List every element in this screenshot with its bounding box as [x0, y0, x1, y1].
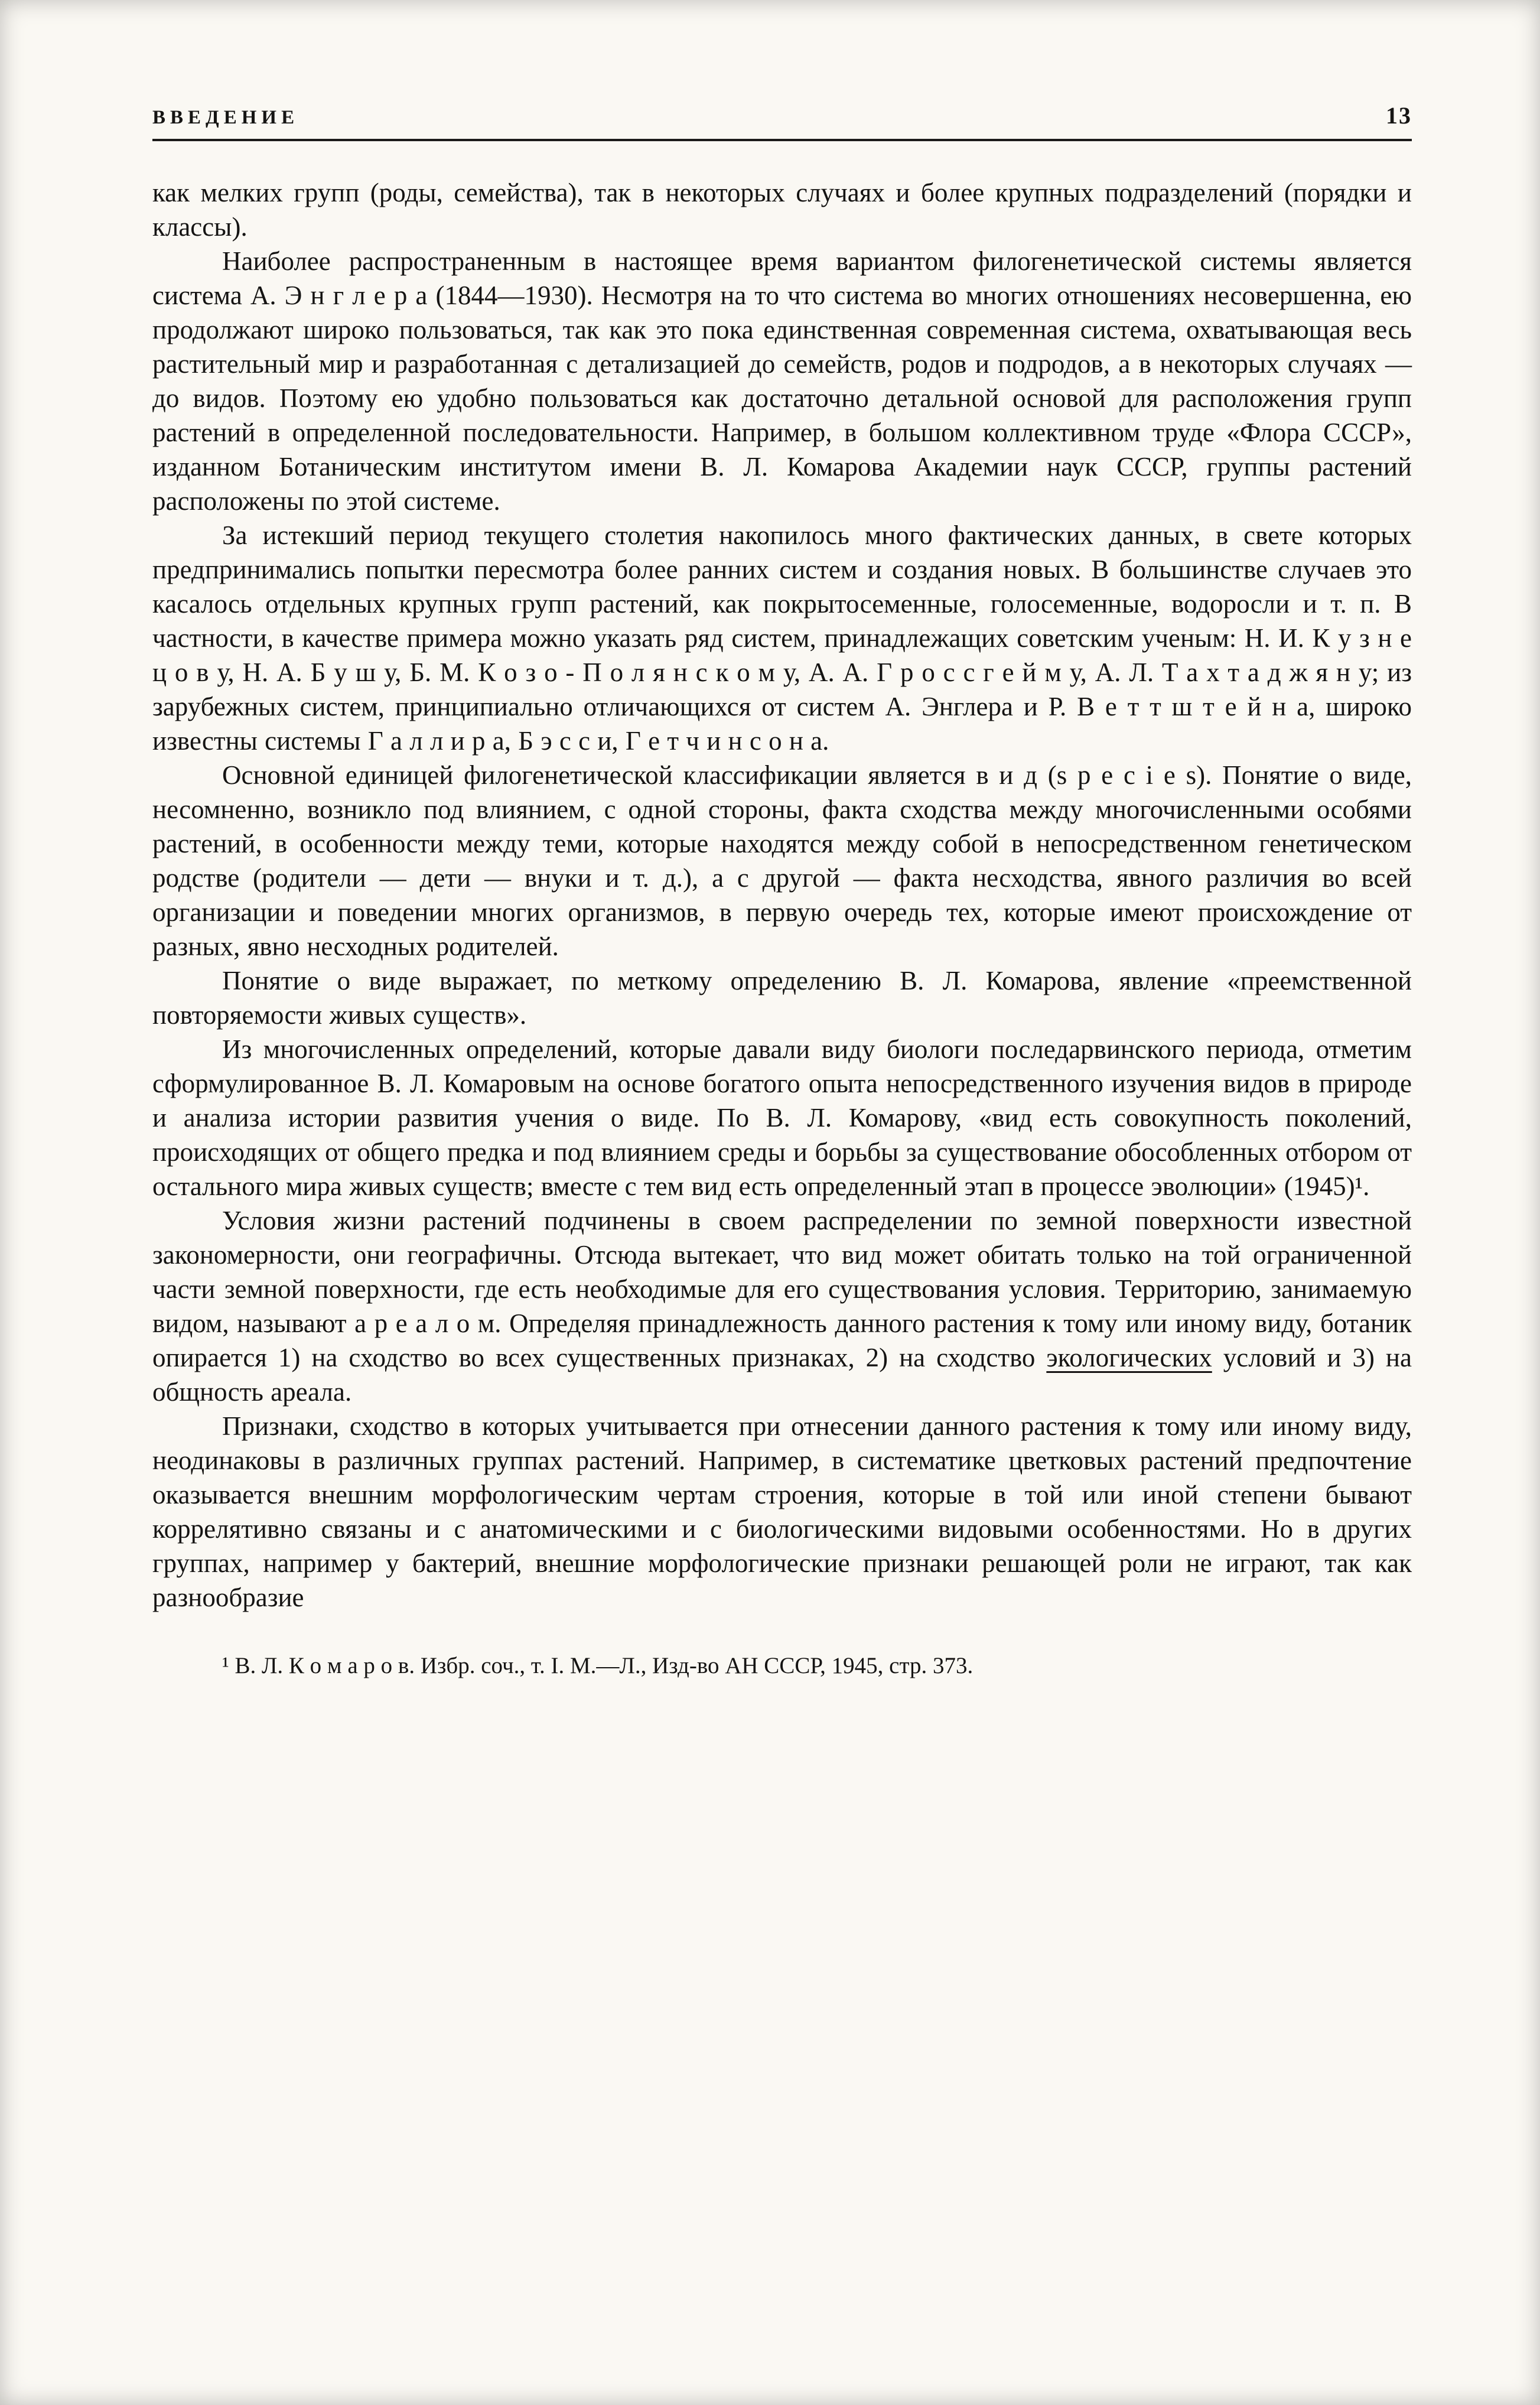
page-number: 13	[1386, 102, 1412, 129]
header-rule	[152, 139, 1412, 141]
paragraph: Из многочисленных определений, которые давали виду биологи последарвинского периода, отметим сформулированное В. Л. Комаровым на основе богатого опыта непосредственного изучения видов в природе и анализа истории развития учения о виде. По В. Л. Комарову, «вид есть совокупность поколений, происходящих от общего предка и под влиянием среды и борьбы за существование обособленных отбором от остального мира живых существ; вместе с тем вид есть определенный этап в процессе эволюции» (1945)¹.	[152, 1034, 1412, 1201]
paragraph-text: условий и 3) на общность ареала.	[152, 1343, 1412, 1407]
paragraph: Наиболее распространенным в настоящее время вариантом филогенетической системы является система А. Э н г л е р а (1844—1930). Несмотря на то что система во многих отношениях несовершенна, ею продолжают широко пользоваться, так как это пока единственная современная система, охватывающая весь растительный мир и разработанная с детализацией до семейств, родов и подродов, а в некоторых случаях — до видов. Поэтому ею удобно пользоваться как достаточно детальной основой для расположения групп растений в определенной последовательности. Например, в большом коллективном труде «Флора СССР», изданном Ботаническим институтом имени В. Л. Комарова Академии наук СССР, группы растений расположены по этой системе.	[152, 246, 1412, 516]
paragraph: За истекший период текущего столетия накопилось много фактических данных, в свете которых предпринимались попытки пересмотра более ранних систем и создания новых. В большинстве случаев это касалось отдельных крупных групп растений, как покрытосеменные, голосеменные, водоросли и т. п. В частности, в качестве примера можно указать ряд систем, принадлежащих советским ученым: Н. И. К у з н е ц о в у, Н. А. Б у ш у, Б. М. К о з о - П о л я н с к о м у, А. А. Г р о с с г е й м у, А. Л. Т а х т а д ж я н у; из зарубежных систем, принципиально отличающихся от систем А. Энглера и Р. В е т т ш т е й н а, широко известны системы Г а л л и р а, Б э с с и, Г е т ч и н с о н а.	[152, 520, 1412, 756]
body-text	[152, 175, 1412, 1615]
paragraph: как мелких групп (роды, семейства), так в некоторых случаях и более крупных подразделений (порядки и классы).	[152, 178, 1412, 242]
paragraph: Основной единицей филогенетической классификации является в и д (s p e c i e s). Понятие о виде, несомненно, возникло под влиянием, с одной стороны, факта сходства между многочисленными особями растений, в особенности между теми, которые находятся между собой в непосредственном генетическом родстве (родители — дети — внуки и т. д.), а с другой — факта несходства, явного различия во всей организации и поведении многих организмов, в первую очередь тех, которые имеют происхождение от разных, явно несходных родителей.	[152, 760, 1412, 961]
paragraph	[152, 1203, 1412, 1409]
footnote	[152, 1651, 1412, 1681]
page-header	[152, 102, 1412, 129]
running-title: ВВЕДЕНИЕ	[152, 107, 299, 128]
paragraph-text: Условия жизни растений подчинены в своем распределении по земной поверхности известной закономерности, они географичны. Отсюда вытекает, что вид может обитать только на той ограниченной части земной поверхности, где есть необходимые для его существования условия. Территорию, занимаемую видом, называют а р е а л о м. Определяя принадлежность данного растения к тому или иному виду, ботаник опирается 1) на сходство во всех существенных признаках, 2) на сходство	[152, 1206, 1412, 1372]
footnote-text: ¹ В. Л. К о м а р о в. Избр. соч., т. I. М.—Л., Изд-во АН СССР, 1945, стр. 373.	[222, 1653, 974, 1678]
paragraph: Понятие о виде выражает, по меткому определению В. Л. Комарова, явление «преемственной повторяемости живых существ».	[152, 966, 1412, 1030]
underlined-word: экологических	[1046, 1343, 1212, 1372]
paragraph: Признаки, сходство в которых учитывается при отнесении данного растения к тому или иному виду, неодинаковы в различных группах растений. Например, в систематике цветковых растений предпочтение оказывается внешним морфологическим чертам строения, которые в той или иной степени бывают коррелятивно связаны и с анатомическими и с биологическими видовыми особенностями. Но в других группах, например у бактерий, внешние морфологические признаки решающей роли не играют, так как разнообразие	[152, 1411, 1412, 1612]
content-area	[152, 102, 1412, 1681]
